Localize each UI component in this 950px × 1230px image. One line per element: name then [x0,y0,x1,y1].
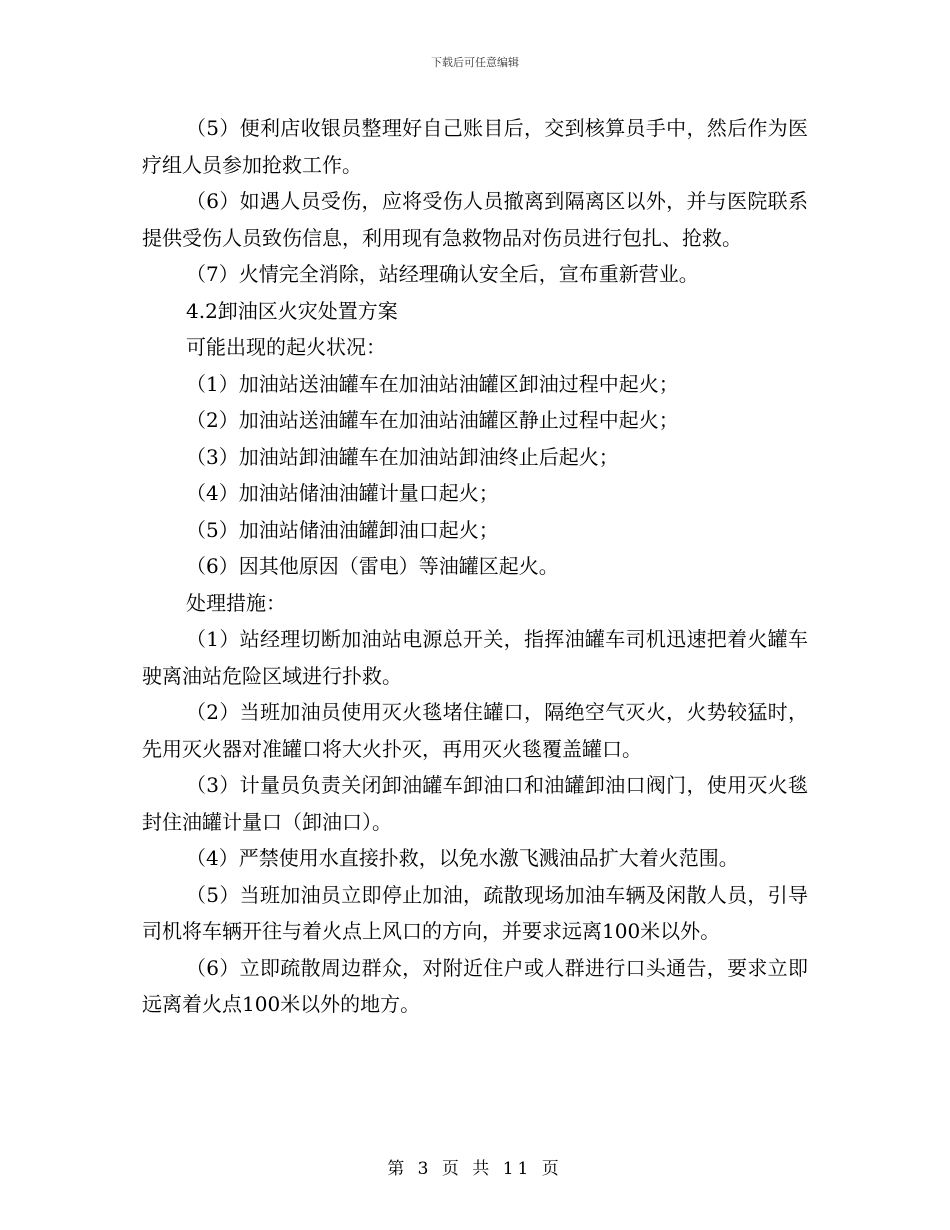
paragraph-resume-business: （7）火情完全消除，站经理确认安全后，宣布重新营业。 [186,262,699,286]
list-item-fire-6: （6）因其他原因（雷电）等油罐区起火。 [186,554,559,578]
paragraph-cashier: （5）便利店收银员整理好自己账目后，交到核算员手中，然后作为医疗组人员参加抢救工作。 [142,116,808,177]
list-item-fire-1: （1）加油站送油罐车在加油站油罐区卸油过程中起火； [186,371,679,396]
paragraph-possible-fires-label: 可能出现的起火状况： [186,335,386,359]
measure-item-5: （5）当班加油员立即停止加油，疏散现场加油车辆及闲散人员，引导司机将车辆开往与着火点上风口的方向，并要求远离100米以外。 [142,882,808,943]
measure-item-4: （4）严禁使用水直接扑救，以免水激飞溅油品扩大着火范围。 [186,846,739,870]
page-number-footer: 第 3 页 共 11 页 [387,1159,563,1179]
measure-item-2: （2）当班加油员使用灭火毯堵住罐口，隔绝空气灭火，火势较猛时，先用灭火器对准罐口将大火扑灭，再用灭火毯覆盖罐口。 [142,700,808,761]
list-item-fire-4: （4）加油站储油油罐计量口起火； [186,481,499,505]
paragraph-measures-label: 处理措施： [186,590,286,615]
section-heading-unloading-fire: 4.2卸油区火灾处置方案 [186,298,398,323]
measure-item-1: （1）站经理切断加油站电源总开关，指挥油罐车司机迅速把着火罐车驶离油站危险区域进行扑救。 [142,627,808,688]
page-header: 下载后可任意编辑 [431,56,519,69]
list-item-fire-5: （5）加油站储油油罐卸油口起火； [186,517,499,542]
measure-item-6: （6）立即疏散周边群众，对附近住户或人群进行口头通告，要求立即远离着火点100米以外的地方。 [142,955,808,1016]
document-body [142,110,808,1023]
paragraph-injured: （6）如遇人员受伤，应将受伤人员撤离到隔离区以外，并与医院联系提供受伤人员致伤信息，利用现有急救物品对伤员进行包扎、抢救。 [142,189,808,250]
list-item-fire-3: （3）加油站卸油罐车在加油站卸油终止后起火； [186,444,619,469]
measure-item-3: （3）计量员负责关闭卸油罐车卸油口和油罐卸油口阀门，使用灭火毯封住油罐计量口（卸油口）。 [142,773,808,834]
list-item-fire-2: （2）加油站送油罐车在加油站油罐区静止过程中起火； [186,408,679,432]
